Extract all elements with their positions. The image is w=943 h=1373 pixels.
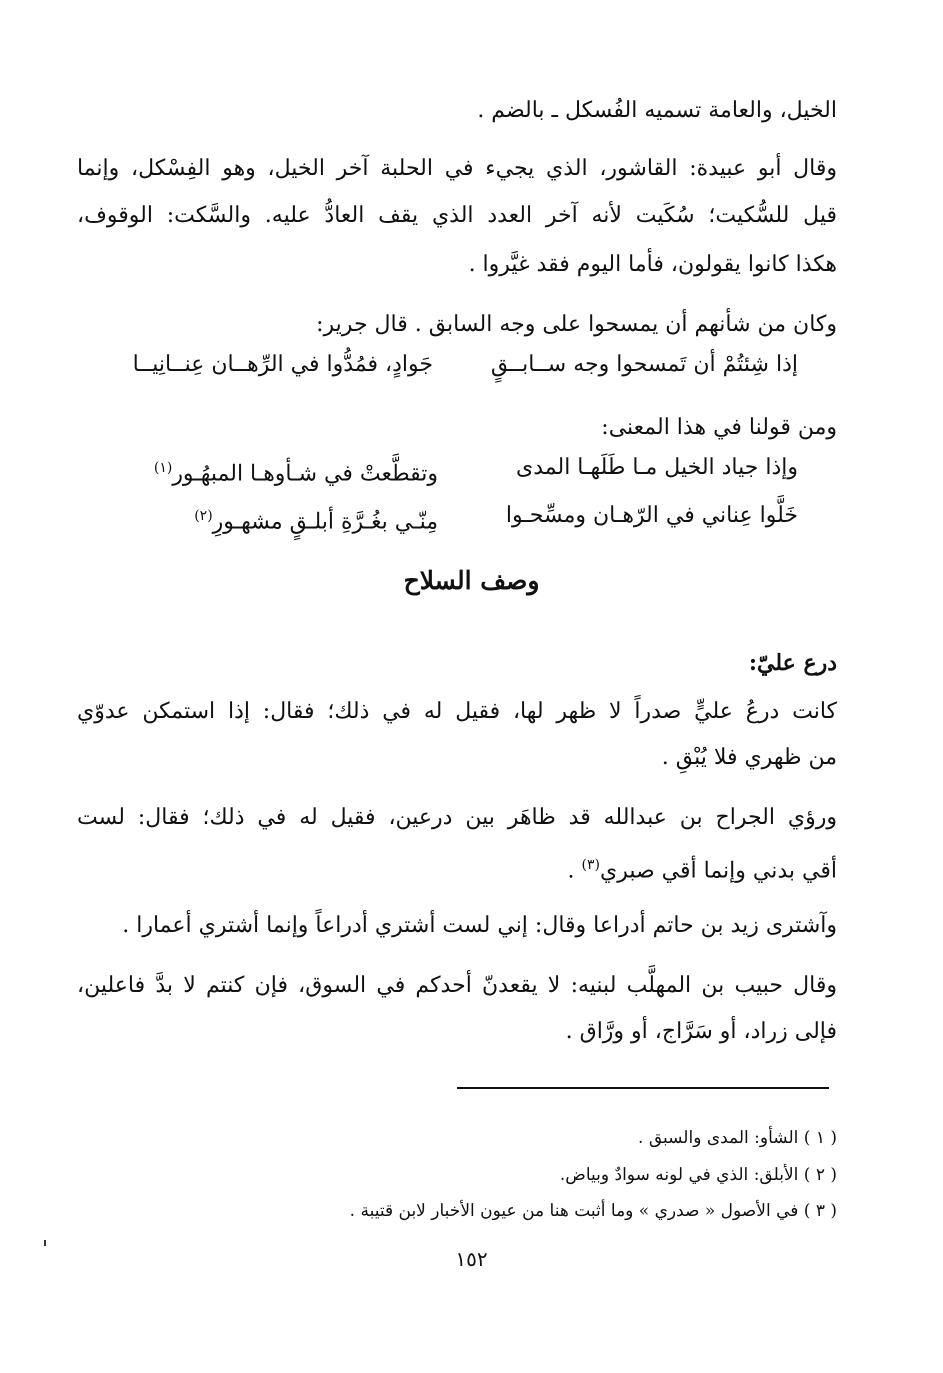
- footnote-divider: [457, 1087, 829, 1089]
- verse-text: وتقطَّعتْ في شـأوهـا المبهُـور: [172, 461, 438, 487]
- footnote-marker: (٣): [581, 857, 600, 873]
- section-heading: وصف السلاح: [403, 566, 540, 595]
- text-line: من ظهري فلا يُبْقِ .: [661, 745, 837, 770]
- verse-hemistich-1: خَلَّوا عِناني في الرّهـان ومسِّحـوا: [505, 503, 798, 528]
- verse-hemistich-1: وإذا جياد الخيل مـا طَلَهـا المدى: [516, 455, 798, 480]
- footnote: ( ٣ ) في الأصول « صدري » وما أثبت هنا من عيون الأخبار لابن قتيبة .: [349, 1201, 837, 1221]
- text-line: هكذا كانوا يقولون، فأما اليوم فقد غيَّروا .: [468, 252, 837, 277]
- text-line: [568, 850, 837, 886]
- verse-hemistich-2: [194, 501, 438, 537]
- text-line: كانت درعُ عليٍّ صدراً لا ظهر لها، فقيل له في ذلك؛ فقال: إذا استمكن عدوّي: [77, 699, 837, 724]
- text-line: فإلى زراد، أو سَرَّاج، أو ورَّاق .: [565, 1019, 837, 1044]
- text-line: وكان من شأنهم أن يمسحوا على وجه السابق . قال جرير:: [316, 312, 837, 337]
- verse-hemistich-2: [154, 453, 438, 489]
- text-line: ومن قولنا في هذا المعنى:: [601, 415, 837, 440]
- text-line: قيل للسُّكيت؛ سُكَيت لأنه آخر العدد الذي يقف العادُّ عليه. والسَّكت: الوقوف،: [77, 203, 837, 228]
- footnote-marker: (١): [153, 460, 173, 476]
- verse-text: مِنّـي بغُـرَّةِ أبلـقٍ مشهـورِ: [212, 509, 438, 535]
- subheading: درع عليّ:: [748, 650, 837, 676]
- footnote: ( ١ ) الشأو: المدى والسبق .: [638, 1128, 837, 1148]
- page-number: ١٥٢: [455, 1247, 488, 1271]
- verse-hemistich-2: جَوادٍ، فمُدُّوا في الرِّهــان عِنــانِيــا: [132, 352, 433, 377]
- text-line: وقال حبيب بن المهلَّب لبنيه: لا يقعدنّ أحدكم في السوق، فإن كنتم لا بدَّ فاعلين،: [77, 973, 837, 998]
- text-line: وقال أبو عبيدة: القاشور، الذي يجيء في الحلبة آخر الخيل، وهو الفِسْكل، وإنما: [77, 156, 837, 181]
- text-line: الخيل، والعامة تسميه الفُسكل ـ بالضم .: [477, 98, 837, 123]
- verse-hemistich-1: إذا شِئتُمْ أن تَمسحوا وجه ســابــقٍ: [490, 352, 798, 377]
- scan-speck: [44, 1240, 46, 1246]
- footnote-marker: (٢): [194, 508, 213, 524]
- text-line: وآشترى زيد بن حاتم أدراعا وقال: إني لست أشتري أدراعاً وإنما أشتري أعمارا .: [122, 913, 837, 938]
- text-line: ورؤي الجراح بن عبدالله قد ظاهَر بين درعين، فقيل له في ذلك؛ فقال: لست: [77, 805, 837, 830]
- text-segment: أقي بدني وإنما أقي صبري: [600, 858, 837, 884]
- text-segment: .: [567, 858, 582, 884]
- footnote: ( ٢ ) الأبلق: الذي في لونه سوادٌ وبياض.: [559, 1165, 837, 1185]
